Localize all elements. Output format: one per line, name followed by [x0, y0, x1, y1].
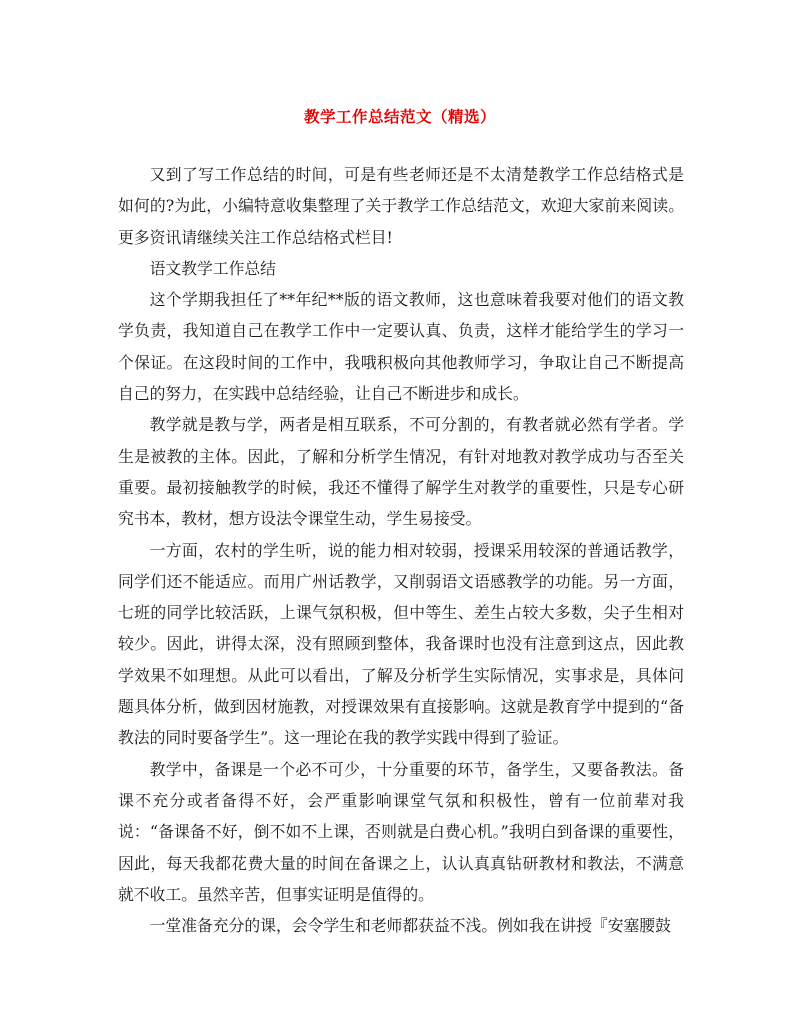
body-paragraph: 教学中，备课是一个必不可少，十分重要的环节，备学生，又要备教法。备课不充分或者备得不好，会严重影响课堂气氛和积极性，曾有一位前辈对我说：“备课备不好，倒不如不上课，否则就是白费心机。”我明白到备课的重要性，因此，每天我都花费大量的时间在备课之上，认认真真钻研教材和教法，不满意就不收工。虽然辛苦，但事实证明是值得的。 — [118, 759, 684, 904]
body-paragraph: 一方面，农村的学生听，说的能力相对较弱，授课采用较深的普通话教学，同学们还不能适应。而用广州话教学，又削弱语文语感教学的功能。另一方面，七班的同学比较活跃，上课气氛积极，但中等生、差生占较大多数，尖子生相对较少。因此，讲得太深，没有照顾到整体，我备课时也没有注意到这点，因此教学效果不如理想。从此可以看出，了解及分析学生实际情况，实事求是，具体问题具体分析，做到因材施教，对授课效果有直接影响。这就是教育学中提到的“备教法的同时要备学生”。这一理论在我的教学实践中得到了验证。 — [118, 540, 684, 748]
body-paragraph: 这个学期我担任了**年纪**版的语文教师，这也意味着我要对他们的语文教学负责，我知道自己在教学工作中一定要认真、负责，这样才能给学生的学习一个保证。在这段时间的工作中，我哦积极向其他教师学习，争取让自己不断提高自己的努力，在实践中总结经验，让自己不断进步和成长。 — [118, 290, 684, 404]
section-heading: 语文教学工作总结 — [149, 258, 276, 278]
document-title: 教学工作总结范文（精选） — [303, 108, 496, 126]
body-paragraph: 教学就是教与学，两者是相互联系，不可分割的，有教者就必然有学者。学生是被教的主体。因此，了解和分析学生情况，有针对地教对教学成功与否至关重要。最初接触教学的时候，我还不懂得了解学生对教学的重要性，只是专心研究书本，教材，想方设法令课堂生动，学生易接受。 — [118, 415, 684, 529]
body-paragraph: 一堂准备充分的课，会令学生和老师都获益不浅。例如我在讲授『安塞腰鼓 — [149, 916, 671, 936]
document-body — [118, 159, 684, 941]
intro-paragraph: 又到了写工作总结的时间，可是有些老师还是不太清楚教学工作总结格式是如何的?为此，小编特意收集整理了关于教学工作总结范文，欢迎大家前来阅读。更多资讯请继续关注工作总结格式栏目! — [118, 165, 684, 247]
